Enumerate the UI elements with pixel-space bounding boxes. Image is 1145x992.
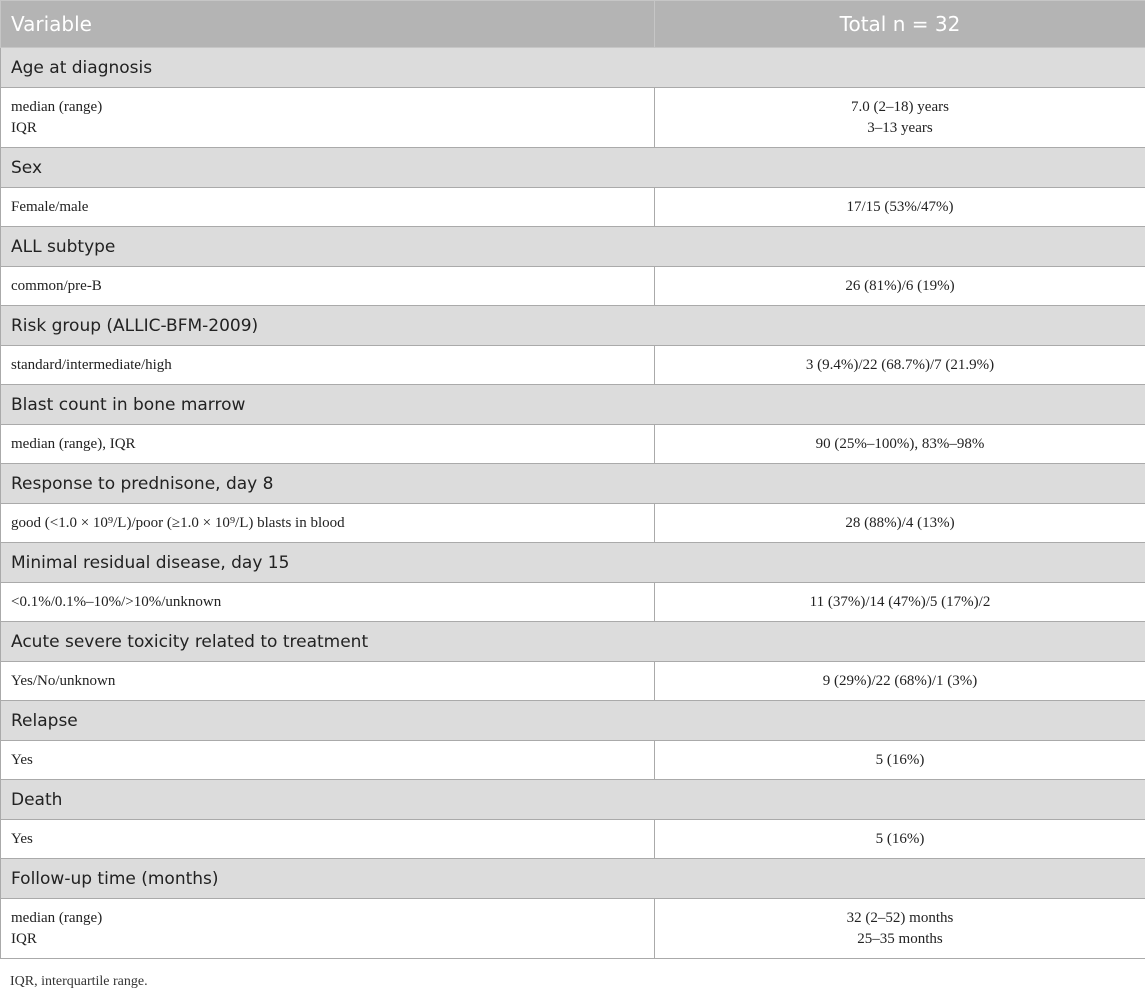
row-label: Female/male <box>1 188 655 227</box>
row-label <box>1 88 655 148</box>
section-row <box>1 464 1145 504</box>
table-row <box>1 88 1145 148</box>
row-value <box>655 88 1145 148</box>
table-row <box>1 662 1145 701</box>
row-label-line-2: IQR <box>11 930 37 947</box>
table-row <box>1 583 1145 622</box>
row-value-line-2: 3–13 years <box>867 119 933 136</box>
section-blast-count: Blast count in bone marrow <box>1 385 1145 425</box>
section-risk-group: Risk group (ALLIC-BFM-2009) <box>1 306 1145 346</box>
section-row <box>1 227 1145 267</box>
section-row <box>1 780 1145 820</box>
row-label: median (range), IQR <box>1 425 655 464</box>
row-label: common/pre-B <box>1 267 655 306</box>
table-row <box>1 741 1145 780</box>
section-minimal-residual-disease: Minimal residual disease, day 15 <box>1 543 1145 583</box>
section-relapse: Relapse <box>1 701 1145 741</box>
section-row <box>1 859 1145 899</box>
table-row <box>1 346 1145 385</box>
row-value-line-1: 32 (2–52) months <box>846 909 954 926</box>
section-row <box>1 622 1145 662</box>
section-row <box>1 385 1145 425</box>
section-prednisone-response: Response to prednisone, day 8 <box>1 464 1145 504</box>
table-row <box>1 820 1145 859</box>
row-label-line-1: median (range) <box>11 98 103 115</box>
row-label: Yes <box>1 820 655 859</box>
table-row <box>1 899 1145 959</box>
row-value: 5 (16%) <box>655 741 1145 780</box>
row-label: standard/intermediate/high <box>1 346 655 385</box>
row-label: Yes <box>1 741 655 780</box>
table-row <box>1 267 1145 306</box>
row-label-line-1: median (range) <box>11 909 103 926</box>
row-value: 90 (25%–100%), 83%–98% <box>655 425 1145 464</box>
section-sex: Sex <box>1 148 1145 188</box>
row-value: 11 (37%)/14 (47%)/5 (17%)/2 <box>655 583 1145 622</box>
row-value-line-2: 25–35 months <box>857 930 943 947</box>
header-total: Total n = 32 <box>655 1 1145 48</box>
section-row <box>1 306 1145 346</box>
section-acute-toxicity: Acute severe toxicity related to treatment <box>1 622 1145 662</box>
table-row <box>1 188 1145 227</box>
header-variable: Variable <box>1 1 655 48</box>
table-row <box>1 504 1145 543</box>
section-row <box>1 701 1145 741</box>
row-label: <0.1%/0.1%–10%/>10%/unknown <box>1 583 655 622</box>
row-value <box>655 899 1145 959</box>
row-label-line-2: IQR <box>11 119 37 136</box>
section-row <box>1 543 1145 583</box>
table-footnote: IQR, interquartile range. <box>10 974 148 989</box>
row-value: 9 (29%)/22 (68%)/1 (3%) <box>655 662 1145 701</box>
row-value: 3 (9.4%)/22 (68.7%)/7 (21.9%) <box>655 346 1145 385</box>
section-row <box>1 48 1145 88</box>
row-value: 17/15 (53%/47%) <box>655 188 1145 227</box>
row-value: 5 (16%) <box>655 820 1145 859</box>
row-label: good (<1.0 × 10⁹/L)/poor (≥1.0 × 10⁹/L) blasts in blood <box>1 504 655 543</box>
section-row <box>1 148 1145 188</box>
row-value-line-1: 7.0 (2–18) years <box>851 98 949 115</box>
row-value: 28 (88%)/4 (13%) <box>655 504 1145 543</box>
section-follow-up-time: Follow-up time (months) <box>1 859 1145 899</box>
section-death: Death <box>1 780 1145 820</box>
section-age-at-diagnosis: Age at diagnosis <box>1 48 1145 88</box>
row-value: 26 (81%)/6 (19%) <box>655 267 1145 306</box>
table-row <box>1 425 1145 464</box>
table-header-row <box>1 1 1145 48</box>
row-label <box>1 899 655 959</box>
row-label: Yes/No/unknown <box>1 662 655 701</box>
section-all-subtype: ALL subtype <box>1 227 1145 267</box>
